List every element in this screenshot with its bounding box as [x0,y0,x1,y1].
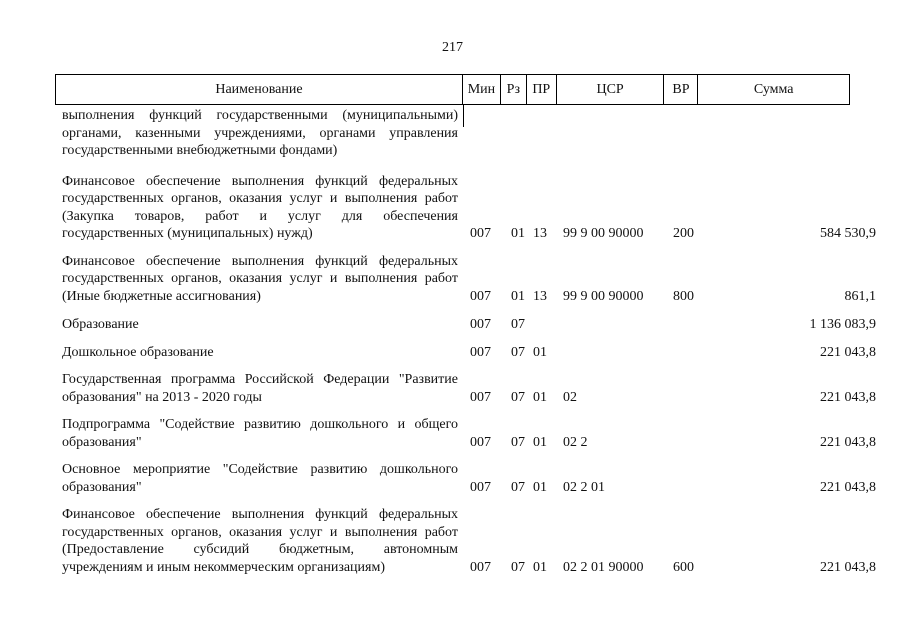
row-sum: 221 043,8 [820,344,876,360]
row-name: выполнения функций государственными (муниципальными) органами, казенными учреждениями, органами управления государственными внебюджетными фондами) [62,108,458,158]
row-min: 007 [470,317,491,332]
row-rz: 07 [511,479,525,495]
page-number: 217 [442,40,463,55]
row-pr: 01 [533,434,547,450]
row-sum: 1 136 083,9 [809,317,876,332]
row-min: 007 [470,479,491,495]
row-sum: 584 530,9 [820,226,876,241]
row-rz: 07 [511,559,525,575]
row-min: 007 [470,434,491,450]
table-row [0,416,905,451]
header-csr: ЦСР [557,75,665,104]
row-csr: 99 9 00 90000 [563,226,644,241]
row-name: Финансовое обеспечение выполнения функций федеральных государственных органов, оказания услуг и выполнения работ (Иные бюджетные ассигнования) [62,253,458,304]
row-sum: 861,1 [844,288,876,304]
table-row [0,253,905,306]
table-row [0,316,905,334]
header-pr: ПР [527,75,557,104]
row-min: 007 [470,288,491,304]
header-name: Наименование [56,75,463,104]
row-min: 007 [470,226,491,241]
row-csr: 02 [563,389,577,405]
row-rz: 07 [511,344,525,360]
row-csr: 02 2 01 90000 [563,559,644,575]
row-pr: 01 [533,479,547,495]
table-row [0,371,905,406]
row-name: Финансовое обеспечение выполнения функций федеральных государственных органов, оказания услуг и выполнения работ (Закупка товаров, работ и услуг для обеспечения государственных (муниципальных) нужд) [62,173,458,241]
row-name: Подпрограмма "Содействие развитию дошкольного и общего образования" [62,417,458,450]
table-row [0,173,905,243]
row-sum: 221 043,8 [820,389,876,405]
row-min: 007 [470,389,491,405]
row-pr: 01 [533,559,547,575]
row-rz: 07 [511,434,525,450]
header-min: Мин [463,75,501,104]
row-sum: 221 043,8 [820,559,876,575]
table-row [0,506,905,576]
row-name: Финансовое обеспечение выполнения функций федеральных государственных органов, оказания услуг и выполнения работ (Предоставление субсидий бюджетным, автономным учреждениям и иным некоммерческим организациям) [62,507,458,575]
row-sum: 221 043,8 [820,434,876,450]
table-row [0,107,905,160]
row-vr: 600 [673,559,694,575]
row-name: Дошкольное образование [62,344,214,360]
header-sum: Сумма [753,81,794,97]
row-vr: 800 [673,288,694,304]
row-csr: 02 2 01 [563,479,605,495]
row-rz: 01 [511,226,525,241]
row-pr: 01 [533,389,547,405]
row-pr: 01 [533,344,547,360]
table-row [0,344,905,362]
table-body [0,107,905,576]
row-rz: 01 [511,288,525,304]
header-vr: ВР [664,75,698,104]
row-name: Основное мероприятие "Содействие развитию дошкольного образования" [62,462,458,495]
table-row [0,461,905,496]
row-name: Государственная программа Российской Федерации "Развитие образования" на 2013 - 2020 годы [62,372,458,405]
row-rz: 07 [511,317,525,332]
row-pr: 13 [533,288,547,304]
table-header [55,74,850,105]
header-rz: Рз [501,75,527,104]
row-rz: 07 [511,389,525,405]
row-csr: 02 2 [563,434,588,450]
row-min: 007 [470,344,491,360]
row-vr: 200 [673,226,694,241]
row-name: Образование [62,317,139,332]
row-min: 007 [470,559,491,575]
row-csr: 99 9 00 90000 [563,288,644,304]
row-sum: 221 043,8 [820,479,876,495]
row-pr: 13 [533,226,547,241]
